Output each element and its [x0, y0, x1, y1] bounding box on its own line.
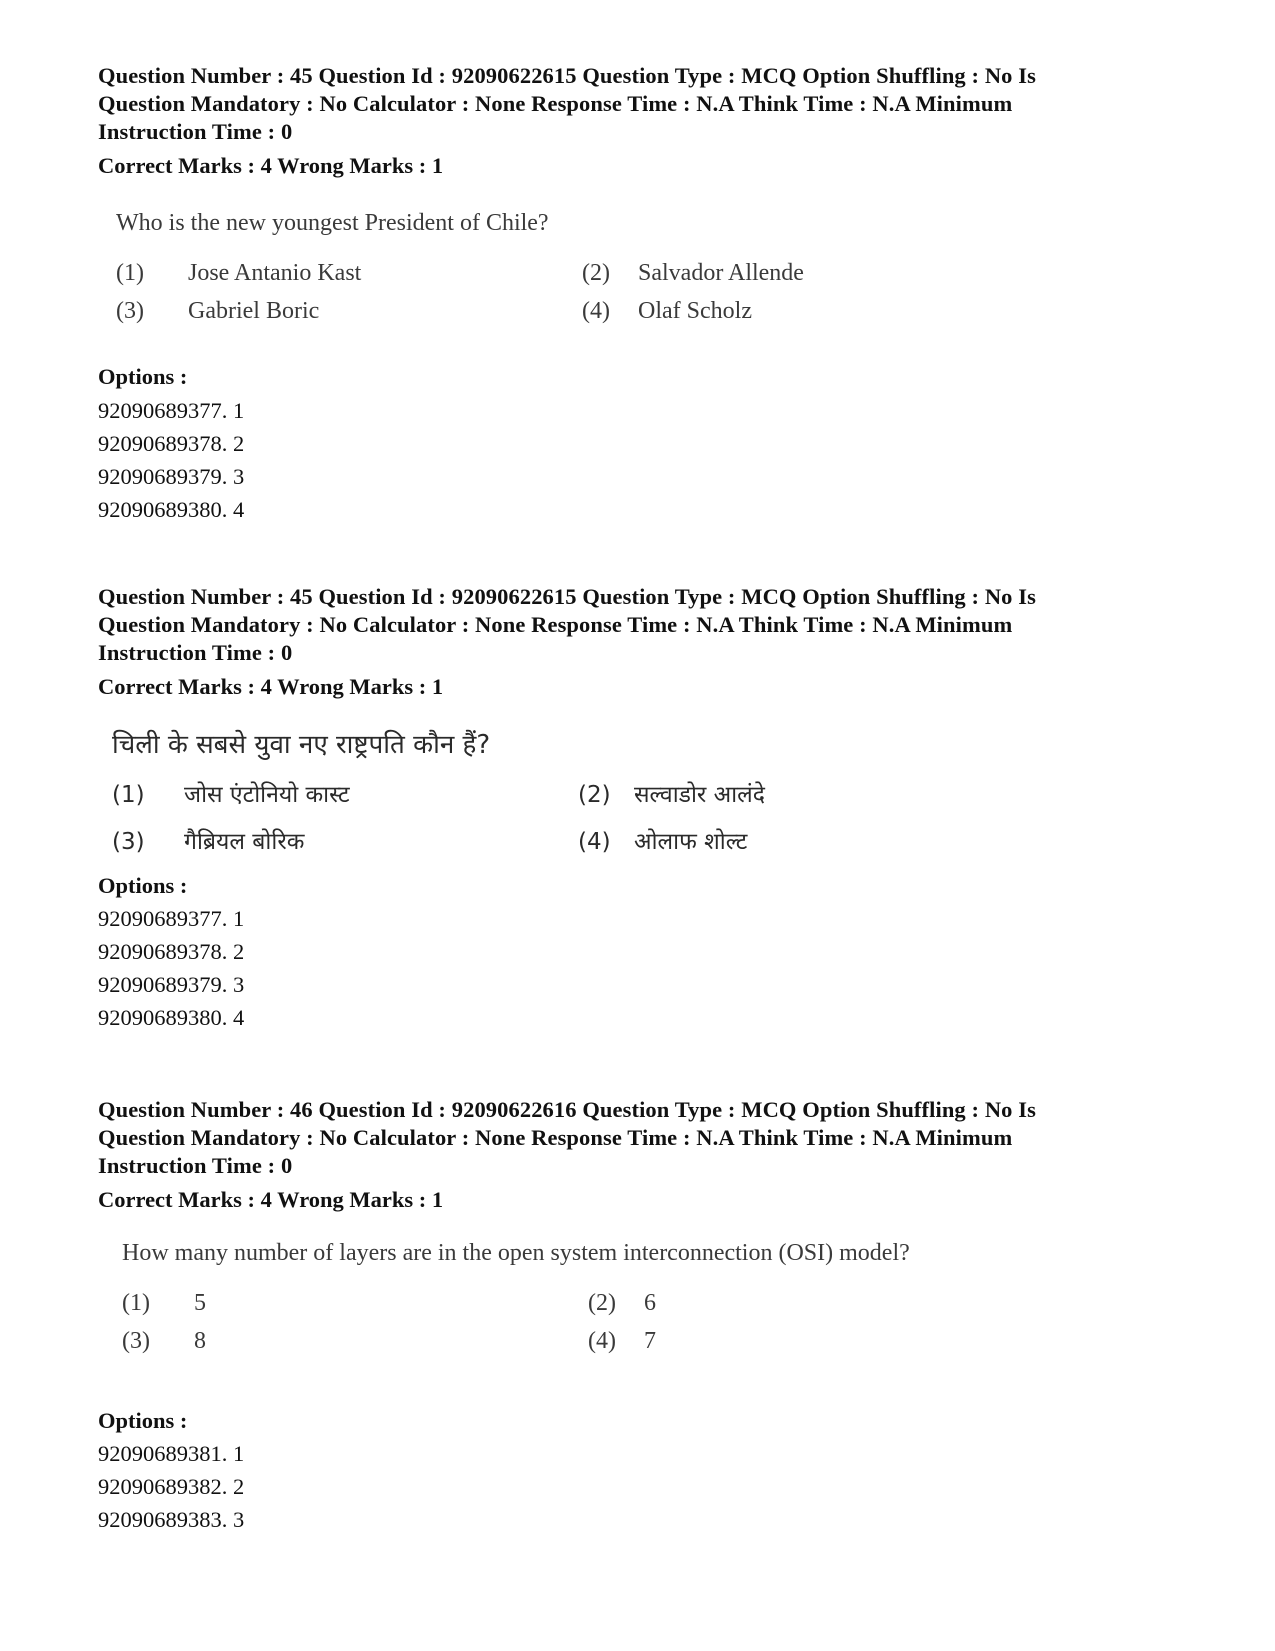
option-line: 92090689379. 3: [98, 972, 245, 997]
choice-4: [582, 298, 752, 325]
marks-line: Correct Marks : 4 Wrong Marks : 1: [98, 153, 444, 178]
choice-number: (1): [112, 782, 145, 808]
choice-text: Gabriel Boric: [188, 298, 320, 324]
option-line: 92090689379. 3: [98, 464, 245, 489]
options-label: Options :: [98, 364, 188, 389]
header-line: Instruction Time : 0: [98, 119, 293, 144]
choice-number: (2): [588, 1290, 616, 1316]
choice-number: (2): [582, 260, 610, 286]
question-text: Who is the new youngest President of Chile?: [116, 210, 549, 236]
choice-4: [588, 1328, 656, 1355]
option-line: 92090689378. 2: [98, 431, 245, 456]
choice-text: 8: [194, 1328, 206, 1354]
option-line: 92090689380. 4: [98, 497, 245, 522]
options-label: Options :: [98, 1408, 188, 1433]
marks-line: Correct Marks : 4 Wrong Marks : 1: [98, 1187, 444, 1212]
choice-number: (3): [122, 1328, 150, 1354]
question-text: चिली के सबसे युवा नए राष्ट्रपति कौन हैं?: [112, 730, 491, 760]
option-line: 92090689383. 3: [98, 1507, 245, 1532]
choice-3: [122, 1328, 206, 1355]
question-header: [98, 583, 1198, 667]
choice-text: सल्वाडोर आलंदे: [634, 782, 765, 808]
header-line: Question Number : 45 Question Id : 92090622615 Question Type : MCQ Option Shuffling : No Is: [98, 584, 1036, 609]
option-line: 92090689380. 4: [98, 1005, 245, 1030]
header-line: Instruction Time : 0: [98, 1153, 293, 1178]
header-line: Question Mandatory : No Calculator : None Response Time : N.A Think Time : N.A Minimum: [98, 1125, 1013, 1150]
choice-4: [578, 824, 747, 856]
choice-1: [116, 260, 361, 287]
question-header: [98, 1096, 1198, 1180]
option-line: 92090689381. 1: [98, 1441, 245, 1466]
question-block-1: [98, 62, 1198, 542]
choice-text: गैब्रियल बोरिक: [184, 829, 305, 855]
choice-text: Salvador Allende: [638, 260, 804, 286]
question-image: [112, 725, 1012, 855]
choice-2: [588, 1290, 656, 1317]
choice-text: Olaf Scholz: [638, 298, 752, 324]
header-line: Instruction Time : 0: [98, 640, 293, 665]
choice-text: 5: [194, 1290, 206, 1316]
question-image: [122, 1240, 1102, 1370]
marks-line: Correct Marks : 4 Wrong Marks : 1: [98, 674, 444, 699]
question-block-3: [98, 1096, 1198, 1546]
option-line: 92090689382. 2: [98, 1474, 245, 1499]
choice-number: (1): [116, 260, 144, 286]
header-line: Question Number : 45 Question Id : 92090622615 Question Type : MCQ Option Shuffling : No Is: [98, 63, 1036, 88]
choice-text: 6: [644, 1290, 656, 1316]
choice-1: [122, 1290, 206, 1317]
option-line: 92090689377. 1: [98, 398, 245, 423]
options-label: Options :: [98, 873, 188, 898]
choice-3: [116, 298, 319, 325]
choice-number: (4): [588, 1328, 616, 1354]
choice-text: ओलाफ शोल्ट: [634, 829, 748, 855]
question-text: How many number of layers are in the open system interconnection (OSI) model?: [122, 1240, 910, 1266]
choice-1: [112, 777, 350, 809]
choice-number: (4): [582, 298, 610, 324]
header-line: Question Mandatory : No Calculator : None Response Time : N.A Think Time : N.A Minimum: [98, 612, 1013, 637]
choice-3: [112, 824, 304, 856]
choice-text: जोस एंटोनियो कास्ट: [184, 782, 350, 808]
choice-number: (3): [116, 298, 144, 324]
choice-2: [578, 777, 765, 809]
choice-text: 7: [644, 1328, 656, 1354]
choice-number: (4): [578, 829, 611, 855]
question-block-2: [98, 583, 1198, 1043]
question-header: [98, 62, 1198, 146]
choice-number: (1): [122, 1290, 150, 1316]
choice-number: (3): [112, 829, 145, 855]
option-line: 92090689378. 2: [98, 939, 245, 964]
choice-text: Jose Antanio Kast: [188, 260, 362, 286]
choice-2: [582, 260, 804, 287]
question-image: [116, 210, 1016, 340]
option-line: 92090689377. 1: [98, 906, 245, 931]
choice-number: (2): [578, 782, 611, 808]
header-line: Question Number : 46 Question Id : 92090622616 Question Type : MCQ Option Shuffling : No Is: [98, 1097, 1036, 1122]
header-line: Question Mandatory : No Calculator : None Response Time : N.A Think Time : N.A Minimum: [98, 91, 1013, 116]
